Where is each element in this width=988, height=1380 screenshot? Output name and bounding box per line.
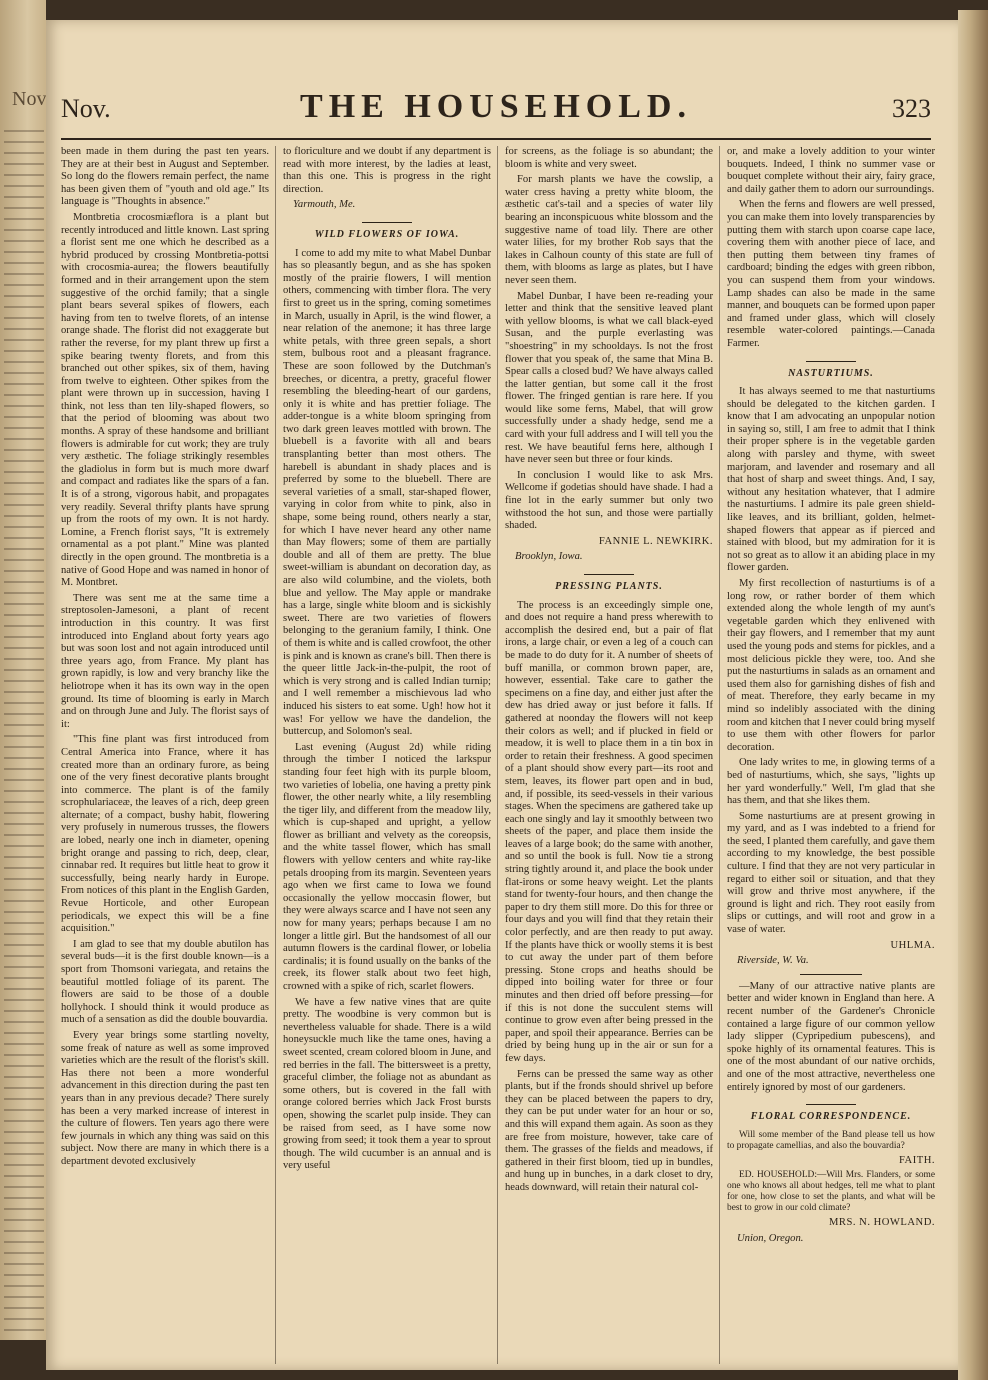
book-page-edges: [958, 10, 988, 1380]
column-divider: [719, 146, 720, 1364]
previous-page-header: Nov: [12, 88, 46, 110]
article-paragraph: to floriculture and we doubt if any department is read with more interest, by the ladies at least, than this one. This is progress in the right direction.: [283, 146, 491, 195]
article-paragraph: There was sent me at the same time a streptosolen-Jamesoni, a plant of recent introduction in this country. It was first introduced into England about forty years ago but was soon lost and not again introduced until three years ago, from France. My plant has grown rapidly, is low and very branchy like the heliotrope when it has its own way in the open ground. Its time of blooming is early in March and on through June and July. The florist says of it:: [61, 592, 269, 730]
running-head: [61, 88, 931, 134]
author-signature: MRS. N. HOWLAND.: [829, 1217, 935, 1229]
page-number: 323: [892, 94, 931, 123]
column-1: [61, 146, 269, 1364]
article-heading: WILD FLOWERS OF IOWA.: [283, 220, 491, 242]
article-heading: PRESSING PLANTS.: [505, 572, 713, 594]
article-paragraph: Every year brings some startling novelty, some freak of nature as well as some improved varieties which are the result of the florist's skill. Has there not been a more wonderful advancement in this direction during the past ten years than in any previous decade? There surely has been a very marked increase of interest in the culture of flowers. Ten years ago there were few journals in which any thing was said on this subject. Now there are many in which there is a department devoted exclusively: [61, 1029, 269, 1167]
article-paragraph: I am glad to see that my double abutilon has several buds—it is the first double known—is a sport from Thomsoni variegata, and retains the beautiful mottled foliage of its parent. The flowers are said to be those of a double hollyhock. I should think it would produce as much of a sensation as did the double bouvardia.: [61, 938, 269, 1026]
column-divider: [275, 146, 276, 1364]
article-paragraph: Last evening (August 2d) while riding through the timber I noticed the larkspur standing four feet high with its purple bloom, two varieties of lobelia, one having a pretty pink flower, the other nearly white, a lily resembling the tiger lily, and different from the meadow lily, which is cup-shaped and upright, a yellow flower as brilliant and velvety as the coreopsis, and the white tassel flower, which has small flowers with yellow centers and white ray-like petals drooping from its margin. Seventeen years ago when we first came to Iowa we found occasionally the yellow moccasin flower, but they were always scarce and I have not seen any now for many years; perhaps because I am no longer a little girl. But the handsomest of all our autumn flowers is the cardinal flower, or lobelia cardinalis; it is found usually on the banks of the creek, its flower stalk about two feet high, crowned with a spike of rich, scarlet flowers.: [283, 741, 491, 992]
author-location: Union, Oregon.: [737, 1232, 804, 1244]
article-paragraph: For marsh plants we have the cowslip, a water cress having a pretty white bloom, the æsthetic cat's-tail and a species of water lily bearing an inconspicuous white blossom and the suggestive name of toad lily. There are other water lilies, for my brother Rob says that the lakes in Calhoun county of this state are full of them, with blooms as large as plates, but I have never seen them.: [505, 174, 713, 286]
author-location: Riverside, W. Va.: [737, 955, 809, 967]
article-paragraph: Ferns can be pressed the same way as other plants, but if the fronds should shrivel up before they can be placed between the papers to dry, they can be put under water for an hour or so, and this will expand them again. As soon as they are free from moisture, however, take care of them. The grasses of the fields and meadows, if gathered in their first bloom, tied up in bundles, and hung up in bunches, in a dark closet to dry, heads downward, will retain their natural col-: [505, 1068, 713, 1193]
article-paragraph: One lady writes to me, in glowing terms of a bed of nasturtiums, which, she says, "lights up her yard wonderfully." Well, I'm glad that she has them, and that she likes them.: [727, 757, 935, 807]
article-paragraph: It has always seemed to me that nasturtiums should be delegated to the kitchen garden. I know that I am advocating an unpopular notion in saying so, still, I am free to admit that I think their proper sphere is in the vegetable garden along with parsley and thyme, with sweet marjoram, and lavender and rosemary and all that host of sharp and sweet things. And, I say, without any hesitation whatever, that I admire the nasturtiums. I admire its pale green shield-like leaves, and its brilliant, golden, helmet-shaped flowers that appear as if pierced and stained with blood, but my admiration for it is not so great as to allow it an abiding place in my flower garden.: [727, 386, 935, 574]
newspaper-page: [46, 20, 958, 1370]
article-paragraph: been made in them during the past ten years. They are at their best in August and September. So long do the flowers remain perfect, the name has been given them of "youth and old age." Its language is "Thoughts in absence.": [61, 146, 269, 208]
column-4: [727, 146, 935, 1364]
author-signature: UHLMA.: [890, 939, 935, 951]
column-divider: [497, 146, 498, 1364]
column-3: [505, 146, 713, 1364]
author-signature: FANNIE L. NEWKIRK.: [598, 535, 713, 547]
article-paragraph: "This fine plant was first introduced from Central America into France, where it has created more than an ordinary furore, as being one of the very finest decorative plants brought into commerce. The plant is of the family scrophulariaceæ, the leaves of a rich, deep green alternate; of a compact, bushy habit, flowering very profusely in numerous trusses, the flowers are lobed, nearly one inch in diameter, opening bright orange and passing to rich, deep, clear, cinnabar red. It requires but little heat to grow it successfully, being nearly hardy in Europe. From notices of this plant in the English Garden, Revue Horticole, and other European periodicals, we expect this will be a fine acquisition.": [61, 734, 269, 935]
previous-page-edge: [0, 0, 46, 1340]
article-paragraph: for screens, as the foliage is so abundant; the bloom is white and very sweet.: [505, 146, 713, 170]
header-rule: [61, 138, 931, 140]
author-location: Brooklyn, Iowa.: [515, 551, 583, 563]
article-heading: FLORAL CORRESPONDENCE.: [727, 1102, 935, 1124]
article-paragraph: Some nasturtiums are at present growing in my yard, and as I was indebted to a friend for the seed, I planted them carefully, and gave them according to my knowledge, the best possible culture. I find that they are not very particular in regard to either soil or situation, and that they will grow and thrive most anywhere, if the ground is light and rich. They root easily from slips or cuttings, and will root and grow in a vase of water.: [727, 810, 935, 936]
article-heading: NASTURTIUMS.: [727, 359, 935, 381]
article-paragraph: Montbretia crocosmiæflora is a plant but recently introduced and little known. Last spring a florist sent me one which he described as a hybrid produced by crossing Montbretia-pottsi with crocosmia-aurea; the flowers beautifully formed and in their arrangement upon the stem suggestive of the orchid family; that a single plant bears several spikes of flowers, each having from ten to twelve florets, of an intense orange shade. The florist did not exaggerate but rather the reverse, for my plant threw up first a spike bearing twenty florets, and from this branched out other spikes, six of them, having from twelve to eighteen. Other spikes from the plant were thrown up in succession, having I think, not less than ten lily-shaped flowers, so that the period of blooming was about two months. A spray of these handsome and brilliant flowers is admirable for cut work; they are truly very æsthetic. The foliage strikingly resembles the gladiolus in form but is much more dwarf and compact and radiates like the spars of a fan. It is of a strong, vigorous habit, and propagates very readily. Several thrifty plants have sprung up from the roots of my own. It is not hardy. Lomine, a French florist says, "It is extremely ornamental as a pot plant." Mine was planted directly in the open ground. The montbretia is a native of Good Hope and was named in honor of M. Montbret.: [61, 211, 269, 589]
article-paragraph: The process is an exceedingly simple one, and does not require a hand press wherewith to accomplish the desired end, but a pair of flat irons, a large chair, or even a leg of a couch can be made to do duty for it. A number of sheets of buff manilla, or common brown paper, are, however, essential. Take care to gather the specimens on a fine day, and either just after the dew has dried away or just before it falls. If gathered at noonday the flowers will not keep their colors as well; and if plucked in field or meadow, it is well to place them in a tin box in order to retain their freshness. A good specimen of a plant should show every part—its root and stem, leaves, its flower part open and in bud, and, if possible, its seed-vessels in their various stages. When the specimens are gathered take up each one singly and lay it smoothly between two sheets of the paper, and place them inside the leaves of a large book; do the same with another, and so until the book is full. Now tie a strong string tightly around it, and place the book under flat-irons or some heavy weight. Let the plants stand for twenty-four hours, and then change the paper to dry them still more. Do this for three or four days and you will find that they retain their color perfectly, and are then ready to put away. If the plants have thick or woolly stems it is best to cut away the under part of them before pressing. Stone crops and heaths should be dipped into boiling water for three or four minutes and then dried off before pressing—for if this is not done the succulent stems will continue to grow even after being pressed in the paper, and spoil their appearance. Berries can be dried by being hung up in the air or sun for a few days.: [505, 599, 713, 1064]
article-paragraph: In conclusion I would like to ask Mrs. Wellcome if godetias should have shade. I had a fine lot in the early summer but only two withstood the hot sun, and those were partially shaded.: [505, 469, 713, 532]
text-columns: [61, 146, 935, 1364]
article-paragraph: or, and make a lovely addition to your winter bouquets. Indeed, I think no summer vase or bouquet complete without their airy, fairy grace, and daily gather them to adorn our surroundings.: [727, 146, 935, 195]
previous-page-text-lines: [4, 130, 44, 1340]
header-month: Nov.: [61, 94, 111, 123]
article-paragraph: —Many of our attractive native plants are better and wider known in England than here. A recent number of the Gardener's Chronicle contained a large figure of our common yellow lady slipper (Cypripedium pubescens), and spoke highly of its ornamental features. This is one of the most abundant of our native orchids, and one of the most attractive, nevertheless one entirely ignored by most of our gardeners.: [727, 980, 935, 1093]
column-2: [283, 146, 491, 1364]
page-title: THE HOUSEHOLD.: [300, 88, 692, 125]
author-signature: FAITH.: [898, 1154, 935, 1166]
author-location: Yarmouth, Me.: [293, 199, 356, 211]
article-paragraph: Mabel Dunbar, I have been re-reading your letter and think that the sensitive leaved plant with yellow blooms, is what we call black-eyed Susan, and the purple everlasting was "shoestring" in my schooldays. Is not the frost flower that you speak of, the same that Mina B. Spear calls a closed bud? We have always called the latter gentian, but some call it the frost flower. The fringed gentian is rare here. If you would like some ferns, Mabel, that will grow successfully under a shady hedge, send me a card with your full address and I will tell you the rest. We have beautiful ferns here, although I have never seen but three or four kinds.: [505, 290, 713, 466]
article-paragraph: When the ferns and flowers are well pressed, you can make them into lovely transparencies by putting them with starch upon coarse cape lace, covering them with another piece of lace, and then putting them between tiny frames of cardboard; binding the edges with green ribbon, you can suspend them from your windows. Lamp shades can also be made in the same manner, and bouquets can be formed upon paper and framed under glass, which will closely resemble water-colored paintings.—Canada Farmer.: [727, 199, 935, 349]
correspondence-letter: ED. HOUSEHOLD:—Will Mrs. Flanders, or some one who knows all about hedges, tell me what to plant for one, how close to set the plants, and what will be best to grow in our cold climate?: [727, 1170, 935, 1214]
section-divider: [800, 974, 862, 975]
correspondence-letter: Will some member of the Band please tell us how to propagate camellias, and also the bouvardia?: [727, 1129, 935, 1151]
article-paragraph: I come to add my mite to what Mabel Dunbar has so pleasantly begun, and as she has spoken mostly of the prairie flowers, I will mention others, commencing with timber flora. The very first to greet us in the spring, coming sometimes in March, usually in April, is the wind flower, a near relation of the anemone; it has three large white petals, with three green sepals, a short stem, bulbous root and a pleasant fragrance. These are soon followed by the Dutchman's breeches, or dicentra, a pretty, graceful flower resembling the bleeding-heart of our gardens, only it is white and has prettier foliage. The adder-tongue is a white bloom springing from two dark green leaves mottled with brown. The bluebell is a favorite with all and bears transplanting better than most others. The harebell is abundant in shady places and is preferred by some to the bluebell. There are several varieties of a small, star-shaped flower, varying in color from white to pink, also in shape, some being round, others nearly a star, for which I have never heard any other name than May flowers; some of them are partially double and all of them are pretty. The blue sweet-william is abundant on decoration day, as are also wild columbine, and the violets, both blue and yellow. The May apple or mandrake has a large, single white bloom and is sickishly sweet. There are two varieties of flowers belonging to the geranium family, I think. One of them is white and is called crowfoot, the other is pink and is known as crane's bill. Then there is the queer little Jack-in-the-pulpit, the root of which is very strong and is called Indian turnip; and I well remember a mischievous lad who induced his sisters to eat some. Ugh! how hot it was! For yellow we have the dandelion, the buttercup, and Solomon's seal.: [283, 247, 491, 738]
article-paragraph: My first recollection of nasturtiums is of a long row, or rather border of them which extended along the whole length of my aunt's vegetable garden which they enlivened with their gay flowers, and I remember that my aunt used the young pods and stems for pickles, and a most delicious pickle they were, too. And she put the nasturtiums in salads as an ornament and used them also for garnishing dishes of fish and of meat. Therefore, they early became in my mind so indelibly associated with the dining room and kitchen that I never could bring myself to use them with other flowers for parlor decoration.: [727, 578, 935, 753]
article-paragraph: We have a few native vines that are quite pretty. The woodbine is very common but is nevertheless valuable for shade. There is a wild honeysuckle much like the tame ones, having a sweet scented, cream colored bloom in June, and red berries in the fall. The bittersweet is a pretty, graceful climber, the foliage not as abundant as some others, but is covered in the fall with orange colored berries which Jack Frost bursts open, showing the scarlet pulp inside. They can be raised from seed, as I have some now growing from seed; it took them a year to sprout though. The wild cucumber is an annual and is very useful: [283, 996, 491, 1172]
